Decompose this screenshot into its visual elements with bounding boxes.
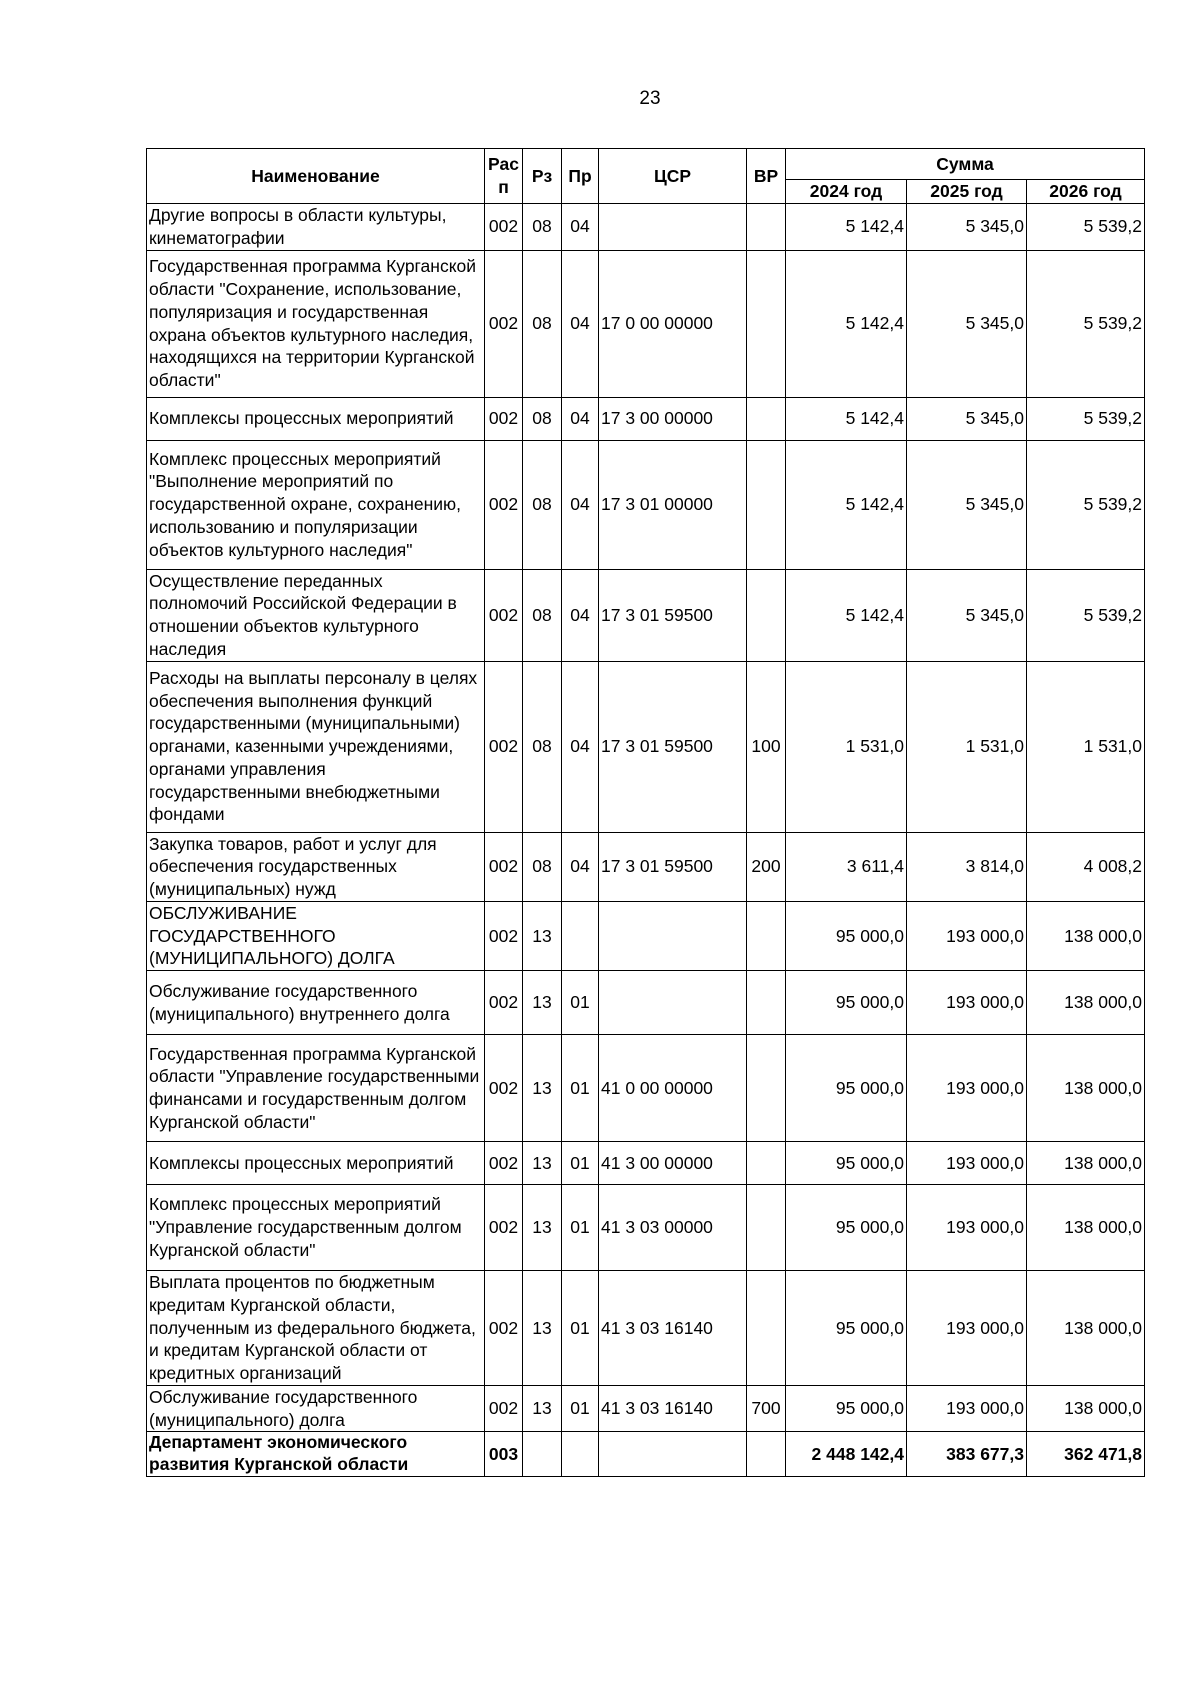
header-rz: Рз xyxy=(523,149,562,204)
row-amount-2025: 5 345,0 xyxy=(907,440,1027,569)
row-rz: 08 xyxy=(523,250,562,397)
row-rz xyxy=(523,1432,562,1477)
row-amount-2025: 193 000,0 xyxy=(907,1142,1027,1185)
row-amount-2025: 3 814,0 xyxy=(907,832,1027,901)
page-number: 23 xyxy=(639,88,661,109)
row-csr: 41 3 03 16140 xyxy=(599,1385,747,1432)
budget-table-body xyxy=(147,204,1145,1477)
row-rasp: 002 xyxy=(485,204,523,251)
row-amount-2024: 5 142,4 xyxy=(786,569,907,661)
row-rasp: 002 xyxy=(485,832,523,901)
row-rz: 08 xyxy=(523,661,562,832)
row-amount-2024: 95 000,0 xyxy=(786,971,907,1035)
row-csr: 41 3 03 00000 xyxy=(599,1185,747,1271)
row-amount-2024: 2 448 142,4 xyxy=(786,1432,907,1477)
row-csr: 17 3 01 00000 xyxy=(599,440,747,569)
row-pr xyxy=(562,901,599,970)
row-amount-2025: 5 345,0 xyxy=(907,204,1027,251)
row-vr xyxy=(747,1432,786,1477)
row-amount-2024: 95 000,0 xyxy=(786,1271,907,1386)
row-pr: 04 xyxy=(562,832,599,901)
row-rz: 08 xyxy=(523,569,562,661)
row-amount-2024: 95 000,0 xyxy=(786,901,907,970)
header-year-2025: 2025 год xyxy=(907,180,1027,204)
row-amount-2024: 95 000,0 xyxy=(786,1185,907,1271)
table-row xyxy=(147,440,1145,569)
row-amount-2024: 5 142,4 xyxy=(786,397,907,440)
header-name: Наименование xyxy=(147,149,485,204)
row-amount-2024: 3 611,4 xyxy=(786,832,907,901)
row-rasp: 002 xyxy=(485,661,523,832)
row-rz: 13 xyxy=(523,1385,562,1432)
row-amount-2026: 5 539,2 xyxy=(1027,204,1145,251)
row-amount-2026: 138 000,0 xyxy=(1027,1142,1145,1185)
row-amount-2025: 193 000,0 xyxy=(907,901,1027,970)
row-amount-2026: 138 000,0 xyxy=(1027,1185,1145,1271)
table-row xyxy=(147,971,1145,1035)
row-amount-2025: 5 345,0 xyxy=(907,250,1027,397)
row-vr xyxy=(747,250,786,397)
row-csr: 41 3 00 00000 xyxy=(599,1142,747,1185)
row-pr: 04 xyxy=(562,569,599,661)
row-name: Выплата процентов по бюджетным кредитам Курганской области, полученным из федерального бюджета, и кредитам Курганской области от кредитных организаций xyxy=(147,1271,485,1386)
row-vr xyxy=(747,1142,786,1185)
row-rasp: 002 xyxy=(485,250,523,397)
table-row xyxy=(147,250,1145,397)
row-pr xyxy=(562,1432,599,1477)
table-row xyxy=(147,1142,1145,1185)
row-pr: 04 xyxy=(562,661,599,832)
row-pr: 01 xyxy=(562,1385,599,1432)
table-total-row xyxy=(147,1432,1145,1477)
row-amount-2026: 1 531,0 xyxy=(1027,661,1145,832)
table-row xyxy=(147,661,1145,832)
row-amount-2024: 5 142,4 xyxy=(786,440,907,569)
row-csr: 17 3 01 59500 xyxy=(599,832,747,901)
row-name: Обслуживание государственного (муниципального) внутреннего долга xyxy=(147,971,485,1035)
row-rasp: 002 xyxy=(485,1142,523,1185)
row-name: Обслуживание государственного (муниципального) долга xyxy=(147,1385,485,1432)
table-row xyxy=(147,569,1145,661)
row-amount-2024: 95 000,0 xyxy=(786,1035,907,1142)
row-vr: 700 xyxy=(747,1385,786,1432)
row-amount-2026: 5 539,2 xyxy=(1027,250,1145,397)
row-pr: 04 xyxy=(562,440,599,569)
table-row xyxy=(147,397,1145,440)
row-amount-2025: 5 345,0 xyxy=(907,397,1027,440)
row-vr xyxy=(747,1035,786,1142)
row-pr: 04 xyxy=(562,397,599,440)
row-rz: 13 xyxy=(523,1035,562,1142)
row-name: Комплексы процессных мероприятий xyxy=(147,1142,485,1185)
row-rasp: 002 xyxy=(485,1271,523,1386)
row-vr xyxy=(747,1185,786,1271)
row-amount-2025: 193 000,0 xyxy=(907,1185,1027,1271)
row-vr xyxy=(747,901,786,970)
row-csr xyxy=(599,204,747,251)
budget-table xyxy=(146,148,1145,1477)
row-amount-2024: 1 531,0 xyxy=(786,661,907,832)
row-csr: 17 3 01 59500 xyxy=(599,661,747,832)
row-amount-2026: 138 000,0 xyxy=(1027,971,1145,1035)
row-rz: 13 xyxy=(523,901,562,970)
row-rasp: 002 xyxy=(485,569,523,661)
row-csr: 41 0 00 00000 xyxy=(599,1035,747,1142)
row-vr xyxy=(747,204,786,251)
row-amount-2025: 193 000,0 xyxy=(907,1035,1027,1142)
table-row xyxy=(147,204,1145,251)
row-amount-2025: 383 677,3 xyxy=(907,1432,1027,1477)
row-rasp: 002 xyxy=(485,1185,523,1271)
row-vr xyxy=(747,569,786,661)
row-vr xyxy=(747,1271,786,1386)
row-rz: 13 xyxy=(523,1271,562,1386)
table-row xyxy=(147,1385,1145,1432)
row-rasp: 002 xyxy=(485,901,523,970)
row-rasp: 002 xyxy=(485,440,523,569)
row-amount-2026: 138 000,0 xyxy=(1027,1271,1145,1386)
row-csr xyxy=(599,971,747,1035)
row-amount-2026: 4 008,2 xyxy=(1027,832,1145,901)
row-amount-2025: 1 531,0 xyxy=(907,661,1027,832)
row-csr: 41 3 03 16140 xyxy=(599,1271,747,1386)
row-pr: 01 xyxy=(562,1142,599,1185)
row-rz: 13 xyxy=(523,971,562,1035)
row-amount-2025: 5 345,0 xyxy=(907,569,1027,661)
row-pr: 04 xyxy=(562,204,599,251)
row-name: Комплексы процессных мероприятий xyxy=(147,397,485,440)
row-name: Государственная программа Курганской области "Управление государственными финансами и государственным долгом Курганской области" xyxy=(147,1035,485,1142)
row-rz: 13 xyxy=(523,1185,562,1271)
row-rasp: 002 xyxy=(485,1035,523,1142)
row-name: Расходы на выплаты персоналу в целях обеспечения выполнения функций государственными (муниципальными) органами, казенными учреждениями, органами управления государственными внебюджетными фондами xyxy=(147,661,485,832)
row-amount-2025: 193 000,0 xyxy=(907,1385,1027,1432)
table-row xyxy=(147,832,1145,901)
row-rasp: 002 xyxy=(485,397,523,440)
row-rasp: 002 xyxy=(485,971,523,1035)
table-row xyxy=(147,901,1145,970)
row-amount-2024: 95 000,0 xyxy=(786,1385,907,1432)
row-rasp: 002 xyxy=(485,1385,523,1432)
row-amount-2026: 138 000,0 xyxy=(1027,1385,1145,1432)
row-name: Осуществление переданных полномочий Российской Федерации в отношении объектов культурного наследия xyxy=(147,569,485,661)
header-rasp: Рас п xyxy=(485,149,523,204)
row-csr: 17 0 00 00000 xyxy=(599,250,747,397)
row-name: Государственная программа Курганской области "Сохранение, использование, популяризация и государственная охрана объектов культурного наследия, находящихся на территории Курганской области" xyxy=(147,250,485,397)
row-csr: 17 3 00 00000 xyxy=(599,397,747,440)
row-name: ОБСЛУЖИВАНИЕ ГОСУДАРСТВЕННОГО (МУНИЦИПАЛЬНОГО) ДОЛГА xyxy=(147,901,485,970)
row-amount-2024: 95 000,0 xyxy=(786,1142,907,1185)
row-amount-2026: 5 539,2 xyxy=(1027,569,1145,661)
row-vr xyxy=(747,397,786,440)
row-vr xyxy=(747,440,786,569)
header-pr: Пр xyxy=(562,149,599,204)
row-vr: 200 xyxy=(747,832,786,901)
row-amount-2024: 5 142,4 xyxy=(786,250,907,397)
row-csr xyxy=(599,1432,747,1477)
row-amount-2024: 5 142,4 xyxy=(786,204,907,251)
row-name: Закупка товаров, работ и услуг для обеспечения государственных (муниципальных) нужд xyxy=(147,832,485,901)
row-name: Департамент экономического развития Курганской области xyxy=(147,1432,485,1477)
row-csr: 17 3 01 59500 xyxy=(599,569,747,661)
header-sum: Сумма xyxy=(786,149,1145,180)
row-pr: 01 xyxy=(562,1271,599,1386)
row-vr xyxy=(747,971,786,1035)
row-name: Комплекс процессных мероприятий "Выполнение мероприятий по государственной охране, сохранению, использованию и популяризации объектов культурного наследия" xyxy=(147,440,485,569)
row-rz: 08 xyxy=(523,440,562,569)
row-amount-2026: 5 539,2 xyxy=(1027,440,1145,569)
table-row xyxy=(147,1185,1145,1271)
table-row xyxy=(147,1271,1145,1386)
row-amount-2026: 5 539,2 xyxy=(1027,397,1145,440)
row-pr: 01 xyxy=(562,971,599,1035)
row-rz: 08 xyxy=(523,204,562,251)
row-name: Другие вопросы в области культуры, кинематографии xyxy=(147,204,485,251)
row-name: Комплекс процессных мероприятий "Управление государственным долгом Курганской области" xyxy=(147,1185,485,1271)
table-row xyxy=(147,1035,1145,1142)
row-amount-2026: 138 000,0 xyxy=(1027,1035,1145,1142)
row-rasp: 003 xyxy=(485,1432,523,1477)
row-rz: 13 xyxy=(523,1142,562,1185)
header-year-2026: 2026 год xyxy=(1027,180,1145,204)
row-pr: 04 xyxy=(562,250,599,397)
row-pr: 01 xyxy=(562,1035,599,1142)
header-vr: ВР xyxy=(747,149,786,204)
row-amount-2026: 362 471,8 xyxy=(1027,1432,1145,1477)
header-year-2024: 2024 год xyxy=(786,180,907,204)
row-rz: 08 xyxy=(523,397,562,440)
row-csr xyxy=(599,901,747,970)
row-amount-2025: 193 000,0 xyxy=(907,971,1027,1035)
header-csr: ЦСР xyxy=(599,149,747,204)
row-vr: 100 xyxy=(747,661,786,832)
row-pr: 01 xyxy=(562,1185,599,1271)
row-rz: 08 xyxy=(523,832,562,901)
row-amount-2026: 138 000,0 xyxy=(1027,901,1145,970)
row-amount-2025: 193 000,0 xyxy=(907,1271,1027,1386)
